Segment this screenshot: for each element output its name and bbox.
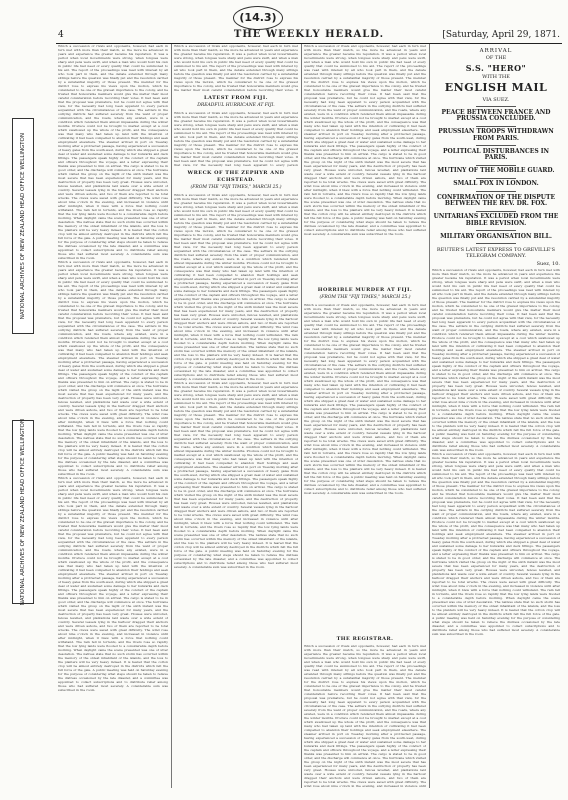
advert-item: PEACE BETWEEN FRANCE AND PRUSSIA CONCLUDED. <box>441 108 551 123</box>
article-text: Which a succession of rivals and opponents, however, had each in turn met with more than their match, so the more he advanced in years and experience the greater became his reputation. It was a period when local Governments were strong, when tongues were sharp and pens were swift, and when a man who would hold his own in public life had need of every quality that could be summoned to his aid. The report of the proceedings was read with interest by all who took part in them, and the debate extended through many sittings before the question was finally put and the resolution carried by a substantial majority of those present. The member for the district rose to express his views upon the motion, which he considered to be one of the gravest importance to the colony, and he trusted that honourable members would give the matter their most careful consideration before recording their votes. It had been said that the proposal was premature, but he could not agree with that view, for the necessity had long been apparent to every person acquainted with the circumstances of the case. The settlers in the outlying districts had suffered severely from the want of proper communication, and the roads, where any existed, were in a condition which rendered them almost impassable during the winter months. Produce could not be brought to market except at a cost which swallowed up the whole of the profit, and the consequence was that many who had taken up land with the intention of cultivating it had been compelled to abandon their holdings and seek employment elsewhere. The steamer arrived in port on Tuesday morning after a protracted passage, having experienced a succession of heavy gales from the south-west, during which she shipped a great deal of water and sustained some damage to her bulwarks and deck fittings. The passengers speak highly of the conduct of the captain and officers throughout the voyage, and a letter expressing their thanks was presented to him on arrival. The cargo is stated to be in good order, and the discharge will commence at once. The hurricane which visited the group on the night of the sixth instant was the most severe that has been experienced for many years, and the destruction of property has been very great. Houses were unroofed, fences levelled, and plantations laid waste over a wide extent of country. Several vessels lying in the harbour dragged their anchors and were driven ashore, and two of them are reported to be total wrecks. The crews were saved with great difficulty. The wind rose about nine o'clock in the evening, and increased in violence until after midnight, when it blew with a force that nothing could withstand. The rain fell in torrents, and the rivers rose so rapidly that the low lying lands were flooded to a considerable depth before morning. When daylight came the scene presented was one of utter desolation. The natives state that no such storm has occurred within the memory of the oldest inhabitant of the islands, and the loss to the planters will be very heavy indeed. It is feared that the cotton crop will be almost entirely destroyed in the districts which felt the full force of the gale. A public meeting was held on Saturday evening for the purpose of considering what steps should be taken to relieve the distress occasioned by the late disaster, and a committee was appointed to collect subscriptions and to distribute relief among those who had suffered most severely. A considerable sum was subscribed in the room. <box>304 303 426 495</box>
advert-separator <box>476 230 516 231</box>
archive-stamp-text: NATIONAL ARCHIVES OF NEW ZEALAND HEAD OFFICE WELLINGTON <box>20 418 26 606</box>
article-text: Which a succession of rivals and opponents, however, had each in turn met with more than their match, so the more he advanced in years and experience the greater became his reputation. It was a period when local Governments were strong, when tongues were sharp and pens were swift, and when a man who would hold his own in public life had need of every quality that could be summoned to his aid. The report of the proceedings was read with interest by all who took part in them, and the debate extended through many sittings before the question was finally put and the resolution carried by a substantial majority of those present. The member for the district rose to express his views upon the motion, which he considered to be one of the gravest importance to the colony, and he trusted that honourable members would give the matter their most careful consideration before recording their votes. It had been said that the proposal was premature, but he could not agree with that view, for the necessity had long been apparent to every person <box>174 111 298 167</box>
advert-separator <box>476 243 516 244</box>
advert-dateline: Suez, 10. <box>536 260 560 267</box>
column-3 <box>304 44 426 788</box>
article-subheading: (FROM THE "FIJI TIMES," MARCH 25.) <box>319 295 411 300</box>
advert-separator <box>476 145 516 146</box>
article-text: Which a succession of rivals and opponents, however, had each in turn met with more than their match, so the more he advanced in years and experience the greater became his reputation. It was a period when local Governments were strong, when tongues were sharp and pens were swift, and when a man who would hold his own in public life had need of every quality that could be summoned to his aid. The report of the proceedings was read with interest by all who took part in them, and the debate extended through many sittings before the question was finally put and the resolution carried by a substantial majority of those present. The member for the district rose to express his views upon the motion, which he considered to be one of the gravest importance to the colony, and he trusted that honourable members would give the matter their most careful consideration before recording their votes. It had been said that the proposal was premature, but he could not agree with that view, for the necessity had long been apparent to every person acquainted with the circumstances of the case. The settlers in the outlying districts had suffered severely from the want of proper communication, and the roads, where any existed, were in a condition which rendered them almost impassable during the winter months. Produce could not be brought to market except at a cost which swallowed up the whole of the profit, and the consequence was that many who had taken up land with the intention of cultivating it had been compelled to abandon their holdings and seek employment elsewhere. The steamer arrived in port on Tuesday morning after a protracted passage, having experienced a succession of heavy gales from the south-west, during which she shipped a great deal of water and sustained some damage to her bulwarks and deck fittings. The passengers speak highly of the conduct of the captain and officers throughout the voyage, and a letter expressing their thanks was presented to him on arrival. The cargo is stated to be in good order, and the discharge will commence at once. The hurricane which visited the group on the night of the sixth instant was the most severe that has been experienced for many years, and the destruction of property has been very great. Houses were unroofed, fences levelled, and plantations laid waste over a wide extent of country. Several vessels lying in the harbour dragged their anchors and were driven ashore, and two of them are reported to be total wrecks. The crews were saved with great difficulty. The wind rose about nine o'clock in the evening, and increased in violence until after midnight, when it blew with a force that nothing could withstand. The rain fell in torrents, and the rivers rose so rapidly that the low lying lands were flooded to a considerable depth before morning. When daylight came the scene presented was one of utter desolation. The natives state that no such storm has occurred within the memory of the oldest inhabitant of the islands, and the loss to the planters will be very heavy indeed. It is feared that the cotton crop will be almost entirely destroyed in the districts which felt the full force of the gale. A public meeting was held on Saturday evening for the purpose of considering what steps should be taken to relieve the distress occasioned by the late disaster, and a committee was appointed to collect subscriptions and to distribute relief among those who had suffered most severely. A considerable sum was subscribed in the room. <box>58 260 168 476</box>
advert-item: PRUSSIAN TROOPS WITHDRAWN FROM PARIS. <box>438 128 554 142</box>
article-heading: LATEST FROM FIJI. <box>204 95 268 101</box>
article-heading: WRECK OF THE ZEPHYR AND ECHSTEAD. <box>187 170 285 183</box>
column-4 <box>432 44 560 788</box>
advert-item: POLITICAL DISTURBANCES IN PARIS. <box>442 147 550 162</box>
article-text: Which a succession of rivals and opponents, however, had each in turn met with more than their match, so the more he advanced in years and experience the greater became his reputation. It was a period when local Governments were strong, when tongues were sharp and pens were swift, and when a man who would hold his own in public life had need of every quality that could be summoned to his aid. The report of the proceedings was read with interest by all who took part in them, and the debate extended through many sittings before the question was finally put and the resolution carried by a substantial majority of those present. The member for the district rose to express his views upon the motion, which he considered to be one of the gravest importance to the colony, and he trusted that honourable members would give the matter their most careful consideration before recording their votes. It had been said that the proposal was premature, but he could not agree with that view, for the necessity had long been apparent to every person acquainted with the circumstances of the case. The settlers in the outlying districts had suffered severely from the want of proper communication, and the roads, where any existed, were in a condition which rendered them almost impassable during the winter months. Produce could not be brought to market except at a cost which swallowed up the whole of the profit, and the consequence was that many who had taken up land with the intention of cultivating it had been compelled to abandon their holdings and seek employment elsewhere. The steamer arrived in port on Tuesday morning after a protracted passage, having experienced a succession of heavy gales from the south-west, during which she shipped a great deal of water and sustained some damage to her bulwarks and deck fittings. The passengers speak highly of the conduct of the captain and officers throughout the voyage, and a letter expressing their thanks was presented to him on arrival. The cargo is stated to be in good order, and the discharge will commence at once. The hurricane which visited the group on the night of the sixth instant was the most severe that has been experienced for many years, and the destruction of property has been very great. Houses were unroofed, fences levelled, and plantations laid waste over a wide extent of country. Several vessels lying in the harbour dragged their anchors and were driven ashore, and two of them are reported to be total wrecks. The crews were saved with great difficulty. The wind rose about nine o'clock in the evening, and increased in violence until <box>304 644 426 788</box>
advert-via: VIA SUEZ. <box>482 97 510 103</box>
mail-advertisement <box>432 48 560 267</box>
column-rule <box>429 44 430 788</box>
advert-item: UNITARIANS EXCLUDED FROM THE BIBLE REVISION. <box>433 213 559 227</box>
column-rule <box>171 44 172 788</box>
article-text: Which a succession of rivals and opponents, however, had each in turn met with more than their match, so the more he advanced in years and experience the greater became his reputation. It was a period when local Governments were strong, when tongues were sharp and pens were swift, and when a man who would hold his own in public life had need of every quality that could be summoned to his aid. The report of the proceedings was read with interest by all who took part in them, and the debate extended through many sittings before the question was finally put and the resolution carried by a substantial majority of those present. The member for the district rose to express his views upon the motion, which he considered to be one of the gravest importance to the colony, and he trusted that honourable members would give the matter their most careful consideration before recording their votes. It had been said that the proposal was premature, but he could not agree with that view, for the necessity had long been apparent to every person acquainted with the circumstances of the case. The settlers in the outlying districts had suffered severely from the want of proper communication, and the roads, where any existed, were in a condition which rendered them almost impassable during the winter months. Produce could not be brought to market except at a cost which swallowed up the whole of the profit, and the consequence was that many who had taken up land with the intention of cultivating it had been compelled to abandon their holdings and seek employment elsewhere. The steamer arrived in port on Tuesday morning after a protracted passage, having experienced a succession of heavy gales from the south-west, during which she shipped a great deal of water and sustained some damage to her bulwarks and deck fittings. The passengers speak highly of the conduct of the captain and officers throughout the voyage, and a letter expressing their thanks was presented to him on arrival. The cargo is stated to be in good order, and the discharge will commence at once. The hurricane which visited the group on the night of the sixth instant was the most severe that has been experienced for many years, and the destruction of property has been very great. Houses were unroofed, fences levelled, and plantations laid waste over a wide extent of country. Several vessels lying in the harbour dragged their anchors and were driven ashore, and two of them are reported to be total wrecks. The crews were saved with great difficulty. The wind rose about nine o'clock in the evening, and increased in violence until after midnight, when it blew with a force that nothing could withstand. The rain fell in torrents, and the rivers rose so rapidly that the low lying lands were flooded to a considerable depth before morning. When daylight came the scene presented was one of utter desolation. The natives state that no such storm has occurred within the memory of the oldest inhabitant of the islands, and the loss to the planters will be very heavy indeed. It is feared that the cotton crop will be almost entirely destroyed in the districts which felt the full force of the gale. A public meeting was held on Saturday evening for the purpose of considering what steps should be taken to relieve the distress occasioned by the late disaster, and a committee was appointed to collect subscriptions and to distribute relief among those who had suffered most severely. A considerable sum was subscribed in the room. <box>58 476 168 692</box>
article-subheading: DREADFUL HURRICANE AT FIJI. <box>197 103 275 108</box>
article-subheading: (FROM THE "FIJI TIMES," MARCH 25.) <box>190 185 282 190</box>
article-text: Which a succession of rivals and opponents, however, had each in turn met with more than their match, so the more he advanced in years and experience the greater became his reputation. It was a period when local Governments were strong, when tongues were sharp and pens were swift, and when a man who would hold his own in public life had need of every quality that could be summoned to his aid. The report of the proceedings was read with interest by all who took part in them, and the debate extended through many sittings before the question was finally put and the resolution carried by a substantial majority of those present. The member for the district rose to express his views upon the motion, which he considered to be one of the gravest importance to the colony, and he trusted that honourable members would give the matter their most careful consideration before recording their votes. It had been said that the proposal was premature, but he could not agree with that view, for the necessity had long been apparent to every person acquainted with the circumstances of the case. The settlers in the outlying districts had suffered severely from the want of proper communication, and the roads, where any existed, were in a condition which rendered them almost impassable during the winter months. Produce could not be brought to market except at a cost which swallowed up the whole of the profit, and the consequence was that many who had taken up land with the intention of cultivating it had been compelled to abandon their holdings and seek employment elsewhere. The steamer arrived in port on Tuesday morning after a protracted passage, having experienced a succession of heavy gales from the south-west, during which she shipped a great deal of water and sustained some damage to her bulwarks and deck fittings. The passengers speak highly of the conduct of the captain and officers throughout the voyage, and a letter expressing their thanks was presented to him on arrival. The cargo is stated to be in good order, and the discharge will commence at once. The hurricane which visited the group on the night of the sixth instant was the most severe that has been experienced for many years, and the destruction of property has been very great. Houses were unroofed, fences levelled, and plantations laid waste over a wide extent of country. Several vessels lying in the harbour dragged their anchors and were driven ashore, and two of them are reported to be total wrecks. The crews were saved with great difficulty. The wind rose about nine o'clock in the evening, and increased in violence until after midnight, when it blew with a force that nothing could withstand. The rain fell in torrents, and the rivers rose so rapidly that the low lying lands were flooded to a considerable depth before morning. When daylight came the scene presented was one of utter desolation. The natives state that no such storm has occurred within the memory of the oldest inhabitant of the islands, and the loss to the planters will be very heavy indeed. It is feared that the cotton crop will be almost entirely destroyed in the districts which felt the full force of the gale. A public meeting was held on Saturday evening for the purpose of considering what steps should be taken to relieve the distress occasioned by the late disaster, and a committee was appointed to collect subscriptions and to distribute relief among those who had suffered most severely. A considerable sum was subscribed in the room. <box>432 452 560 637</box>
page-number: 4 <box>58 30 64 40</box>
archive-stamp <box>12 420 34 604</box>
advert-separator <box>476 191 516 192</box>
advert-separator <box>476 165 516 166</box>
masthead <box>56 29 562 44</box>
advert-separator <box>476 106 516 107</box>
article-text: Which a succession of rivals and opponents, however, had each in turn met with more than their match, so the more he advanced in years and experience the greater became his reputation. It was a period when local Governments were strong, when tongues were sharp and pens were swift, and when a man who would hold his own in public life had need of every quality that could be summoned to his aid. The report of the proceedings was read with interest by all who took part in them, and the debate extended through many sittings before the question was finally put and the resolution carried by a substantial majority of those present. The member for the district rose to express his views upon the motion, which he considered to be one of the gravest importance to the colony, and he trusted that honourable members would give the matter their most careful consideration before recording their votes. It had been said that the proposal was premature, but he could not agree with that view, for the necessity had long been apparent to every person acquainted with the circumstances of the case. The settlers in the outlying districts had suffered severely from the want of proper communication, and the roads, where any existed, were in a condition which rendered them almost impassable during the winter months. Produce could not be brought to market except at a cost which swallowed up the whole of the profit, and the consequence was that many who had taken up land with the intention of cultivating it had been compelled to abandon their holdings and seek employment elsewhere. The steamer arrived in port on Tuesday morning after a protracted passage, having experienced a succession of heavy gales from the south-west, during which she shipped a great deal of water and sustained some damage to her bulwarks and deck fittings. The passengers speak highly of the conduct of the captain and officers throughout the voyage, and a letter expressing their thanks was presented to him on arrival. The cargo is stated to be in good order, and the discharge will commence at once. The hurricane which visited the group on the night of the sixth instant was the most severe that has been experienced for many years, and the destruction of property has been very great. Houses were unroofed, fences levelled, and plantations laid waste over a wide extent of country. Several vessels lying in the harbour dragged their anchors and were driven ashore, and two of them are reported to be total wrecks. The crews were saved with great difficulty. The wind rose about nine o'clock in the evening, and increased in violence until after midnight, when it blew with a force that nothing could withstand. The rain fell in torrents, and the rivers rose so rapidly that the low lying lands were flooded to a considerable depth before morning. When daylight came the scene presented was one of utter desolation. The natives state that no such storm has occurred within the memory of the oldest inhabitant of the islands, and the loss to the planters will be very heavy indeed. It is feared that the cotton crop will be almost entirely destroyed in the districts which felt the full force of the gale. A public meeting was held on Saturday evening for the purpose of considering what steps should be taken to relieve the distress occasioned by the late disaster, and a committee was appointed to collect subscriptions and to distribute relief among those who had suffered most severely. A considerable sum was subscribed in the room. <box>174 381 298 569</box>
column-2 <box>174 44 298 788</box>
advert-of: OF THE <box>485 55 507 61</box>
advert-item: CONFIRMATION OF THE DISPUTE BETWEEN THE REV. DR. FOX. <box>436 193 556 208</box>
page-mark: (14.3) <box>233 6 283 30</box>
advert-item: MILITARY ORGANISATION BILL. <box>440 232 552 240</box>
advert-separator <box>476 211 516 212</box>
advert-ship-name: S.S. "HERO" <box>465 63 527 73</box>
article-text: Which a succession of rivals and opponents, however, had each in turn met with more than their match, so the more he advanced in years and experience the greater became his reputation. It was a period when local Governments were strong, when tongues were sharp and pens were swift, and when a man who would hold his own in public life had need of every quality that could be summoned to his aid. The report of the proceedings was read with interest by all who took part in them, and the debate extended through many sittings before the question was finally put and the resolution carried by a substantial majority of those present. The member for the district rose to express his views upon the motion, which he considered to be one of the gravest importance to the colony, and he trusted that honourable members would give the matter their most careful consideration before recording their votes. It had been said that the proposal was premature, but he could not agree with that view, for the necessity had long been apparent to every person acquainted with the circumstances of the case. The settlers in the outlying districts had suffered severely from the want of proper communication, and the roads, where any existed, were in a condition which rendered them almost impassable during the winter months. Produce could not be brought to market except at a cost which swallowed up the whole of the profit, and the consequence was that many who had taken up land with the intention of cultivating it had been compelled to abandon their holdings and seek employment elsewhere. The steamer arrived in port on Tuesday morning after a protracted passage, having experienced a succession of heavy gales from the south-west, during which she shipped a great deal of water and sustained some damage to her bulwarks and deck fittings. The passengers speak highly of the conduct of the captain and officers throughout the voyage, and a letter expressing their thanks was presented to him on arrival. The cargo is stated to be in good order, and the discharge will commence at once. The hurricane which visited the group on the night of the sixth instant was the most severe that has been experienced for many years, and the destruction of property has been very great. Houses were unroofed, fences levelled, and plantations laid waste over a wide extent of country. Several vessels lying in the harbour dragged their anchors and were driven ashore, and two of them are reported to be total wrecks. The crews were saved with great difficulty. The wind rose about nine o'clock in the evening, and increased in violence until after midnight, when it blew with a force that nothing could withstand. The rain fell in torrents, and the rivers rose so rapidly that the low lying lands were flooded to a considerable depth before morning. When daylight came the scene presented was one of utter desolation. The natives state that no such storm has occurred within the memory of the oldest inhabitant of the islands, and the loss to the planters will be very heavy indeed. It is feared that the cotton crop will be almost entirely destroyed in the districts which felt the full force of the gale. A public meeting was held on Saturday evening for the purpose of considering what steps should be taken to relieve the distress occasioned by the late disaster, and a committee was appointed to collect subscriptions and to distribute relief among those who had suffered most severely. A considerable sum was subscribed in the room. <box>58 44 168 260</box>
article-text: Which a succession of rivals and opponents, however, had each in turn met with more than their match, so the more he advanced in years and experience the greater became his reputation. It was a period when local Governments were strong, when tongues were sharp and pens were swift, and when a man who would hold his own in public life had need of every quality that could be summoned to his aid. The report of the proceedings was read with interest by all who took part in them, and the debate extended through many sittings before the question was finally put and the resolution carried by a substantial majority of those present. The member for the district rose to express his views upon the motion, which he considered to be one of the gravest importance to the colony, and he trusted that honourable members would give the matter their most careful consideration before recording their votes. It had been said that the proposal was premature, but he could not agree with that view, for the necessity had long been apparent to every person acquainted with the circumstances of the case. The settlers in the outlying districts had suffered severely from the want of proper communication, and the roads, where any existed, were in a condition which rendered them almost impassable during the winter months. Produce could not be brought to market except at a cost which swallowed up the whole of the profit, and the consequence was that many who had taken up land with the intention of cultivating it had been compelled to abandon their holdings and seek employment elsewhere. The steamer arrived in port on Tuesday morning after a protracted passage, having experienced a succession of heavy gales from the south-west, during which she shipped a great deal of water and sustained some damage to her bulwarks and deck fittings. The passengers speak highly of the conduct of the captain and officers throughout the voyage, and a letter expressing their thanks was presented to him on arrival. The cargo is stated to be in good order, and the discharge will commence at once. The hurricane which visited the group on the night of the sixth instant was the most severe that has been experienced for many years, and the destruction of property has been very great. Houses were unroofed, fences levelled, and plantations laid waste over a wide extent of country. Several vessels lying in the harbour dragged their anchors and were driven ashore, and two of them are reported to be total wrecks. The crews were saved with great difficulty. The wind rose about nine o'clock in the evening, and increased in violence until after midnight, when it blew with a force that nothing could withstand. The rain fell in torrents, and the rivers rose so rapidly that the low lying lands were flooded to a considerable depth before morning. When daylight came the scene presented was one of utter desolation. The natives state that no such storm has occurred within the memory of the oldest inhabitant of the islands, and the loss to the planters will be very heavy indeed. It is feared that the cotton crop will be almost entirely destroyed in the districts which felt the full force of the gale. A public meeting was held on Saturday evening for the purpose of considering what steps should be taken to relieve the distress occasioned by the late disaster, and a committee was appointed to collect subscriptions and to distribute relief among those who had suffered most severely. A considerable sum was subscribed in the room. <box>174 193 298 381</box>
article-text: Which a succession of rivals and opponents, however, had each in turn met with more than their match, so the more he advanced in years and experience the greater became his reputation. It was a period when local Governments were strong, when tongues were sharp and pens were swift, and when a man who would hold his own in public life had need of every quality that could be summoned to his aid. The report of the proceedings was read with interest by all who took part in them, and the debate extended through many sittings before the question was finally put and the resolution carried by a substantial majority of those present. The member for the district rose to express his views upon the motion, which he considered to be one of the gravest importance to the colony, and he trusted that honourable members would give the matter their most careful consideration before recording their votes. It had been said that the proposal was premature, but he could not agree with that view, for the necessity had long been apparent to every person acquainted with the circumstances of the case. The settlers in the outlying districts had suffered severely from the want of proper communication, and the roads, where any existed, were in a condition which rendered them almost impassable during the winter months. Produce could not be brought to market except at a cost which swallowed up the whole of the profit, and the consequence was that many who had taken up land with the intention of cultivating it had been compelled to abandon their holdings and seek employment elsewhere. The steamer arrived in port on Tuesday morning after a protracted passage, having experienced a succession of heavy gales from the south-west, during which she shipped a great deal of water and sustained some damage to her bulwarks and deck fittings. The passengers speak highly of the conduct of the captain and officers throughout the voyage, and a letter expressing their thanks was presented to him on arrival. The cargo is stated to be in good order, and the discharge will commence at once. The hurricane which visited the group on the night of the sixth instant was the most severe that has been experienced for many years, and the destruction of property has been very great. Houses were unroofed, fences levelled, and plantations laid waste over a wide extent of country. Several vessels lying in the harbour dragged their anchors and were driven ashore, and two of them are reported to be total wrecks. The crews were saved with great difficulty. The wind rose about nine o'clock in the evening, and increased in violence until after midnight, when it blew with a force that nothing could withstand. The rain fell in torrents, and the rivers rose so rapidly that the low lying lands were flooded to a considerable depth before morning. When daylight came the scene presented was one of utter desolation. The natives state that no such storm has occurred within the memory of the oldest inhabitant of the islands, and the loss to the planters will be very heavy indeed. It is feared that the cotton crop will be almost entirely destroyed in the districts which felt the full force of the gale. A public meeting was held on Saturday evening for the purpose of considering what steps should be taken to relieve the distress occasioned by the late disaster, and a committee was appointed to collect subscriptions and to distribute relief among those who had suffered most severely. A considerable sum was subscribed in the room. <box>432 268 560 453</box>
advert-item: REUTER'S LATEST EXPRESS TO GREVILLE'S TELEGRAM COMPANY. <box>436 246 556 260</box>
advert-arrival: ARRIVAL <box>479 48 513 54</box>
advert-item: MUTINY OF THE MOBILE GUARD. <box>437 167 555 175</box>
advert-item: SMALL POX IN LONDON. <box>453 180 539 188</box>
article-text: Which a succession of rivals and opponents, however, had each in turn met with more than their match, so the more he advanced in years and experience the greater became his reputation. It was a period when local Governments were strong, when tongues were sharp and pens were swift, and when a man who would hold his own in public life had need of every quality that could be summoned to his aid. The report of the proceedings was read with interest by all who took part in them, and the debate extended through many sittings before the question was finally put and the resolution carried by a substantial majority of those present. The member for the district rose to express his views upon the motion, which he considered to be one of the gravest importance to the colony, and he trusted that honourable members would give the matter their most careful consideration before recording their votes. It <box>174 44 298 92</box>
article-heading: HORRIBLE MURDER AT FIJI. <box>317 287 413 293</box>
article-heading: THE REGISTRAR. <box>336 636 394 642</box>
newspaper-title: THE WEEKLY HERALD. <box>233 29 385 40</box>
column-rule <box>301 44 302 788</box>
advert-separator <box>476 178 516 179</box>
issue-date: [Saturday, April 29, 1871. <box>442 30 560 40</box>
advert-english-mail: ENGLISH MAIL <box>444 81 548 94</box>
column-1 <box>58 44 168 788</box>
archive-stamp-text: NATIONAL ARCHIVES OF NEW ZEALAND HEAD OFFICE WELLINGTON <box>20 132 26 320</box>
article-text: Which a succession of rivals and opponents, however, had each in turn met with more than their match, so the more he advanced in years and experience the greater became his reputation. It was a period when local Governments were strong, when tongues were sharp and pens were swift, and when a man who would hold his own in public life had need of every quality that could be summoned to his aid. The report of the proceedings was read with interest by all who took part in them, and the debate extended through many sittings before the question was finally put and the resolution carried by a substantial majority of those present. The member for the district rose to express his views upon the motion, which he considered to be one of the gravest importance to the colony, and he trusted that honourable members would give the matter their most careful consideration before recording their votes. It had been said that the proposal was premature, but he could not agree with that view, for the necessity had long been apparent to every person acquainted with the circumstances of the case. The settlers in the outlying districts had suffered severely from the want of proper communication, and the roads, where any existed, were in a condition which rendered them almost impassable during the winter months. Produce could not be brought to market except at a cost which swallowed up the whole of the profit, and the consequence was that many who had taken up land with the intention of cultivating it had been compelled to abandon their holdings and seek employment elsewhere. The steamer arrived in port on Tuesday morning after a protracted passage, having experienced a succession of heavy gales from the south-west, during which she shipped a great deal of water and sustained some damage to her bulwarks and deck fittings. The passengers speak highly of the conduct of the captain and officers throughout the voyage, and a letter expressing their thanks was presented to him on arrival. The cargo is stated to be in good order, and the discharge will commence at once. The hurricane which visited the group on the night of the sixth instant was the most severe that has been experienced for many years, and the destruction of property has been very great. Houses were unroofed, fences levelled, and plantations laid waste over a wide extent of country. Several vessels lying in the harbour dragged their anchors and were driven ashore, and two of them are reported to be total wrecks. The crews were saved with great difficulty. The wind rose about nine o'clock in the evening, and increased in violence until after midnight, when it blew with a force that nothing could withstand. The rain fell in torrents, and the rivers rose so rapidly that the low lying lands were flooded to a considerable depth before morning. When daylight came the scene presented was one of utter desolation. The natives state that no such storm has occurred within the memory of the oldest inhabitant of the islands, and the loss to the planters will be very heavy indeed. It is feared that the cotton crop will be almost entirely destroyed in the districts which felt the full force of the gale. A public meeting was held on Saturday evening for the purpose of considering what steps should be taken to relieve the distress occasioned by the late disaster, and a committee was appointed to collect subscriptions and to distribute relief among those who had suffered most severely. A considerable sum was subscribed in the room. <box>304 44 426 236</box>
advert-separator <box>476 126 516 127</box>
advert-with: WITH THE <box>482 74 510 80</box>
archive-stamp <box>12 118 34 334</box>
